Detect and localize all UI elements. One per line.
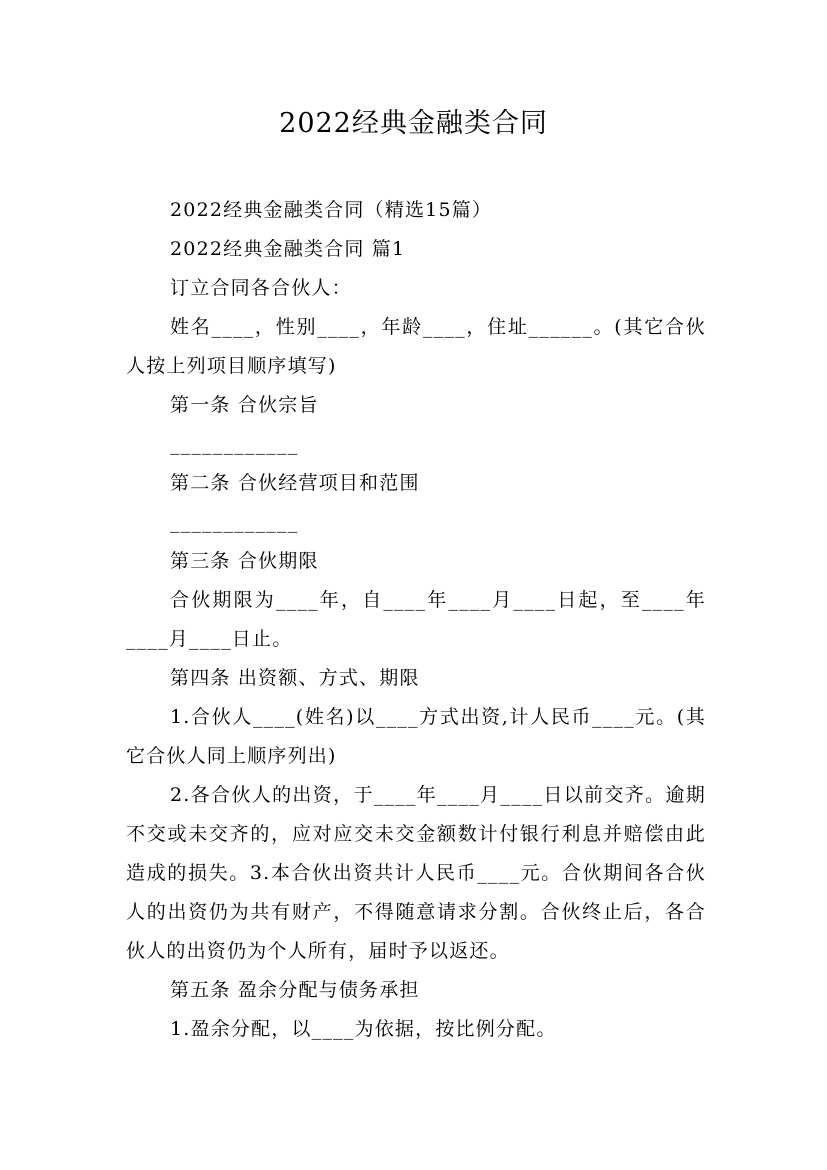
paragraph-party-info: 姓名____，性别____，年龄____，住址______。(其它合伙人按上列项目顺序填写) <box>126 316 706 377</box>
clause-1-heading: 第一条 合伙宗旨 <box>170 394 319 416</box>
clause-3-heading: 第三条 合伙期限 <box>170 550 319 572</box>
paragraph-parties: 订立合同各合伙人： <box>170 277 352 299</box>
clause-5-heading: 第五条 盈余分配与债务承担 <box>170 979 420 1001</box>
clause-4-item-1: 1.合伙人____(姓名)以____方式出资,计人民币____元。(其它合伙人同上顺序列出) <box>126 706 706 767</box>
clause-2-heading: 第二条 合伙经营项目和范围 <box>170 472 420 494</box>
clause-5-item-1: 1.盈余分配，以____为依据，按比例分配。 <box>170 1018 557 1040</box>
clause-3-text: 合伙期限为____年，自____年____月____日起，至____年____月____日止。 <box>126 589 706 650</box>
clause-4-item-2: 2.各合伙人的出资，于____年____月____日以前交齐。逾期不交或未交齐的，应对应交未交金额数计付银行利息并赔偿由此造成的损失。3.本合伙出资共计人民币____元。合伙期间各合伙人的出资仍为共有财产，不得随意请求分割。合伙终止后，各合伙人的出资仍为个人所有，届时予以返还。 <box>126 784 706 962</box>
clause-1-blank: ____________ <box>170 433 299 455</box>
paragraph-intro: 2022经典金融类合同（精选15篇） <box>170 199 493 221</box>
document-title: 2022经典金融类合同 <box>279 108 548 139</box>
clause-4-heading: 第四条 出资额、方式、期限 <box>170 667 420 689</box>
paragraph-article-heading: 2022经典金融类合同 篇1 <box>170 238 406 260</box>
document-body <box>126 191 706 1049</box>
clause-2-blank: ____________ <box>170 511 299 533</box>
